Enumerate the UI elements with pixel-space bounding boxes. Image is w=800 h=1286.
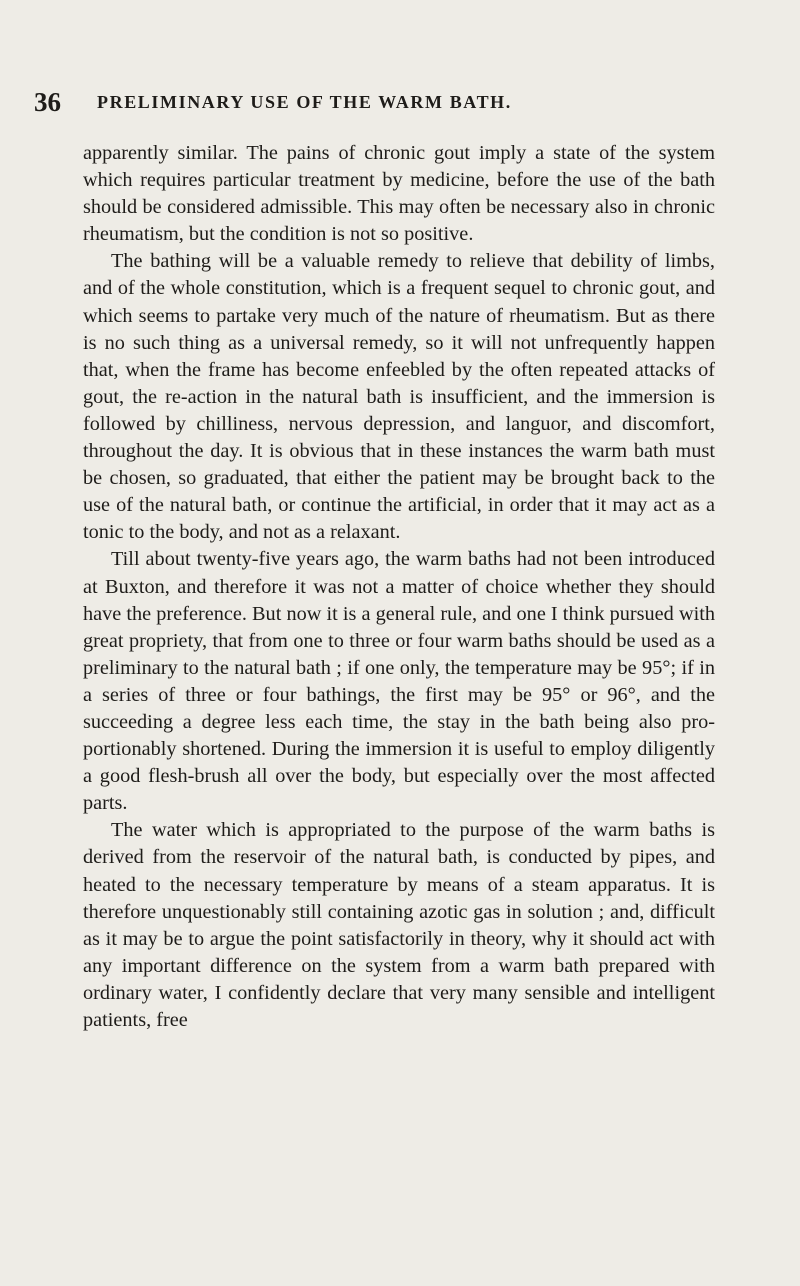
body-text	[83, 140, 715, 1034]
running-head	[34, 86, 734, 118]
paragraph-warm-baths-buxton: Till about twenty-five years ago, the warm baths had not been introduced at Buxton, and therefore it was not a matter of choice whether they should have the preference. But now it is a general rule, and one I think pursued with great propriety, that from one to three or four warm baths should be used as a preliminary to the natural bath ; if one only, the temperature may be 95°; if in a series of three or four bathings, the first may be 95° or 96°, and the succeeding a degree less each time, the stay in the bath being also proportionably shortened. During the immersion it is useful to employ diligently a good flesh-brush all over the body, but especially over the most affected parts.	[83, 548, 715, 815]
page-number: 36	[34, 87, 61, 117]
paragraph-continuation: apparently similar. The pains of chronic gout imply a state of the system which requires particular treatment by medicine, before the use of the bath should be considered admissible. This may often be necessary also in chronic rheumatism, but the condition is not so positive.	[83, 142, 715, 246]
paragraph-water-source: The water which is appropriated to the purpose of the warm baths is derived from the reservoir of the natural bath, is conducted by pipes, and heated to the necessary temperature by means of a steam apparatus. It is therefore unquestionably still containing azotic gas in solution ; and, difficult as it may be to argue the point satisfactorily in theory, why it should act with any important difference on the system from a warm bath prepared with ordinary water, I confidently declare that very many sensible and intelligent patients, free	[83, 819, 715, 1031]
running-title: PRELIMINARY USE OF THE WARM BATH.	[97, 92, 512, 112]
paragraph-bathing-remedy: The bathing will be a valuable remedy to relieve that debility of limbs, and of the whole constitution, which is a frequent sequel to chronic gout, and which seems to partake very much of the nature of rheumatism. But as there is no such thing as a universal remedy, so it will not unfrequently happen that, when the frame has become enfeebled by the often repeated attacks of gout, the re-action in the natural bath is insufficient, and the immersion is followed by chilliness, nervous depression, and languor, and discomfort, throughout the day. It is obvious that in these instances the warm bath must be chosen, so graduated, that either the patient may be brought back to the use of the natural bath, or continue the artificial, in order that it may act as a tonic to the body, and not as a relaxant.	[83, 250, 715, 544]
